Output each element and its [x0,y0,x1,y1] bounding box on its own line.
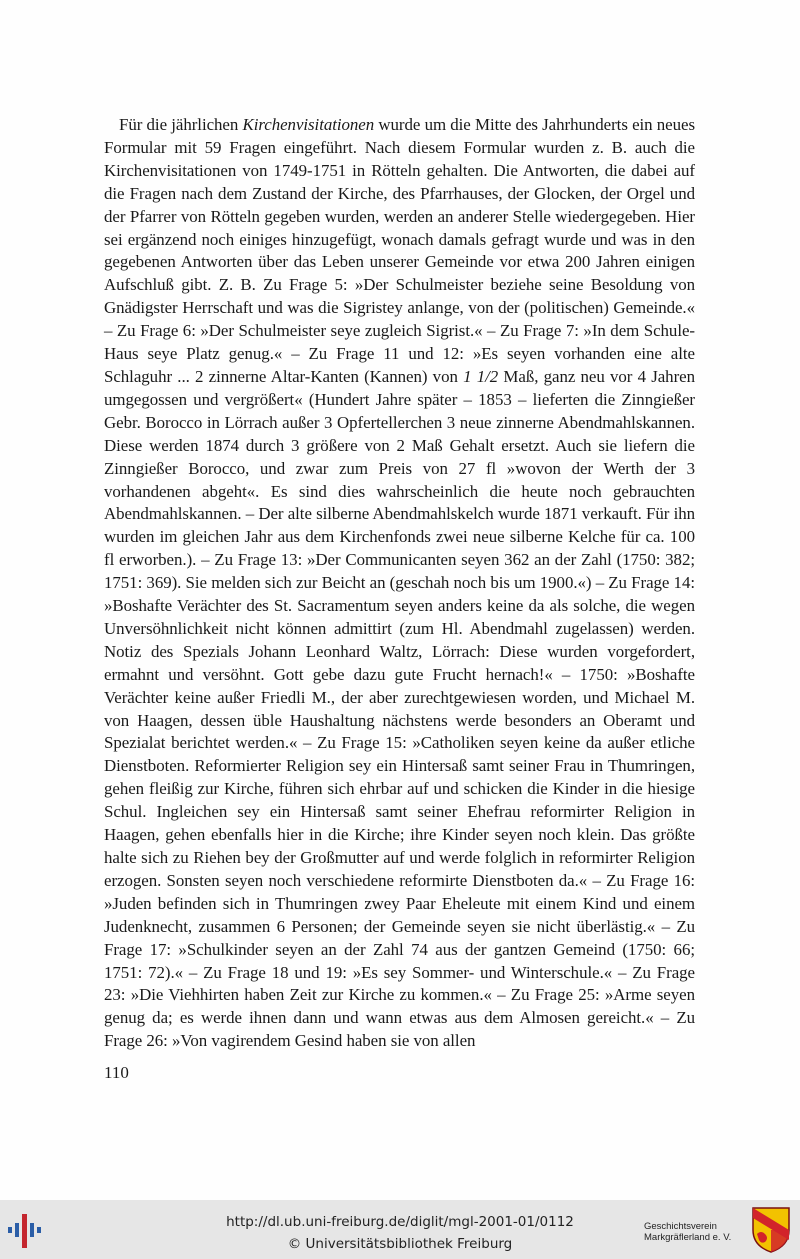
body-paragraph [104,114,695,1053]
paragraph-text-middle: wurde um die Mitte des Jahrhunderts ein neues Formular mit 59 Fragen eingeführt. Nach diesem Formular wurden z. B. auch die Kirchenvisitationen von 1749-1751 in Rötteln gehalten. Die Antworten, die dabei auf die Fragen nach dem Zustand der Kirche, des Pfarrhauses, der Glocken, der Orgel und der Pfarrer von Rötteln gegeben wurden, werden an anderer Stelle wiedergegeben. Hier sei ergänzend noch einiges hinzugefügt, wonach damals gefragt wurde und was in den gegebenen Antworten über das Leben unserer Gemeinde vor etwa 200 Jahren einigen Aufschluß gibt. Z. B. Zu Frage 5: »Der Schulmeister beziehe seine Besoldung von Gnädigster Herrschaft und was die Sigristey anlange, von der (politischen) Gemeinde.« – Zu Frage 6: »Der Schulmeister seye zugleich Sigrist.« – Zu Frage 7: »In dem Schule-Haus seye Platz genug.« – Zu Frage 11 und 12: »Es seyen vorhanden eine alte Schlaguhr ... 2 zinnerne Altar-Kanten (Kannen) von [104,115,695,386]
coat-of-arms-icon [751,1206,791,1254]
society-name [644,1221,731,1243]
society-name-line2: Markgräflerland e. V. [644,1232,732,1243]
italic-term: Kirchenvisitationen [242,115,375,134]
footer-copyright: © Universitätsbibliothek Freiburg [287,1236,513,1252]
footer-url-link[interactable]: http://dl.ub.uni-freiburg.de/diglit/mgl-2001-01/0112 [226,1214,574,1230]
paragraph-text-start: Für die jährlichen [119,115,243,134]
footer-bar [0,1200,800,1259]
paragraph-text-end: Maß, ganz neu vor 4 Jahren umgegossen und vergrößert« (Hundert Jahre später – 1853 – lieferten die Zinngießer Gebr. Borocco in Lörrach außer 3 Opfertellerchen 3 neue zinnerne Abendmahlskannen. Diese werden 1874 durch 3 größere von 2 Maß Gehalt ersetzt. Auch sie liefern die Zinngießer Borocco, und zwar zum Preis von 27 fl »wovon der Werth der 3 vorhandenen abgeht«. Es sind dies wahrscheinlich die heute noch gebrauchten Abendmahlskannen. – Der alte silberne Abendmahlskelch wurde 1871 verkauft. Für ihn wurden im gleichen Jahr aus dem Kirchenfonds zwei neue silberne Kelche für ca. 100 fl erworben.). – Zu Frage 13: »Der Communicanten seyen 362 an der Zahl (1750: 382; 1751: 369). Sie melden sich zur Beicht an (geschah noch bis um 1900.«) – Zu Frage 14: »Boshafte Verächter des St. Sacramentum seyen anders keine da als solche, die wegen Unversöhnlichkeit nicht können admittirt (zum Hl. Abendmahl zugelassen) werden. Notiz des Spezials Johann Leonhard Waltz, Lörrach: Diese wurden vorgefordert, ermahnt und versöhnt. Gott gebe dazu gute Frucht hernach!« – 1750: »Boshafte Verächter keine außer Friedli M., der aber zurechtgewiesen worden, und Michael M. von Haagen, dessen üble Haushaltung nächstens werde besonders an Oberamt und Spezialat berichtet werden.« – Zu Frage 15: »Catholiken seyen keine da außer etliche Dienstboten. Reformierter Religion sey ein Hintersaß samt seiner Frau in Thumringen, gehen fleißig zur Kirche, führen sich ehrbar auf und schicken die Kinder in die hiesige Schul. Ingleichen sey ein Hintersaß samt seiner Ehefrau reformirter Religion in Haagen, gehen ebenfalls hier in die Kirche; ihre Kinder seyen noch klein. Das größte halte sich zu Riehen bey der Großmutter auf und werde folglich in reformirter Religion erzogen. Sonsten seyen noch verschiedene reformirte Dienstboten da.« – Zu Frage 16: »Juden befinden sich in Thumringen zwey Paar Eheleute mit einem Kind und einem Judenknecht, zusammen 6 Personen; der Gemeinde seyen sie nicht überlästig.« – Zu Frage 17: »Schulkinder seyen an der Zahl 74 aus der gantzen Gemeind (1750: 66; 1751: 72).« – Zu Frage 18 und 19: »Es sey Sommer- und Winterschule.« – Zu Frage 23: »Die Viehhirten haben Zeit zur Kirche zu kommen.« – Zu Frage 25: »Arme seyen genug da; es werde ihnen dann und wann etwas aus dem Almosen gereicht.« – Zu Frage 26: »Von vagirendem Gesind haben sie von allen [104,366,695,1051]
page-number: 110 [104,1063,129,1082]
italic-measure: 1 1/2 [463,366,499,386]
society-name-line1: Geschichtsverein [644,1221,717,1232]
